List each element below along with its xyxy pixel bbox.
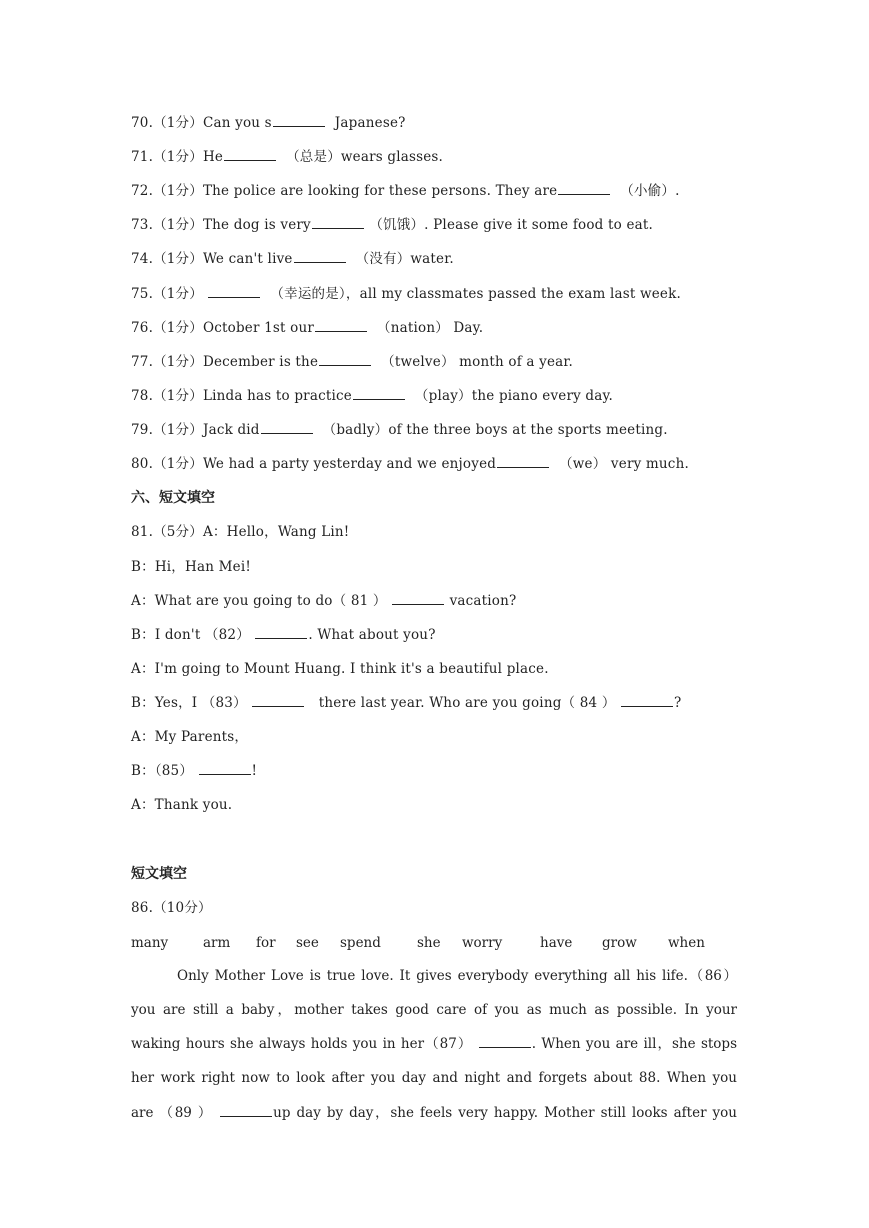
answer-blank[interactable] xyxy=(255,626,307,639)
question-70: 70.（1分）Can you s Japanese? xyxy=(131,115,406,131)
answer-blank[interactable] xyxy=(220,1104,272,1117)
dialogue-line: B：Hi，Han Mei! xyxy=(131,559,251,575)
passage-line: Only Mother Love is true love. It gives everybody everything all his life.（86） xyxy=(177,968,737,984)
word-bank-item: spend xyxy=(340,935,381,951)
answer-blank[interactable] xyxy=(479,1035,531,1048)
dialogue-line: B：（85） ! xyxy=(131,763,258,779)
dialogue-line: B：I don't （82） . What about you? xyxy=(131,627,436,643)
answer-blank[interactable] xyxy=(208,285,260,298)
dialogue-line: 81.（5分）A：Hello，Wang Lin! xyxy=(131,524,350,540)
answer-blank[interactable] xyxy=(621,694,673,707)
answer-blank[interactable] xyxy=(353,387,405,400)
word-bank-item: when xyxy=(668,935,705,951)
dialogue-line: A：Thank you. xyxy=(131,797,233,813)
passage-line: waking hours she always holds you in her（87） . When you are ill，she stops xyxy=(131,1036,737,1052)
dialogue-line: A：I'm going to Mount Huang. I think it's a beautiful place. xyxy=(131,661,549,677)
answer-blank[interactable] xyxy=(261,421,313,434)
answer-blank[interactable] xyxy=(497,455,549,468)
question-79: 79.（1分）Jack did （badly）of the three boys at the sports meeting. xyxy=(131,422,668,438)
answer-blank[interactable] xyxy=(315,319,367,332)
word-bank-item: she xyxy=(417,935,441,951)
question-72: 72.（1分）The police are looking for these persons. They are （小偷）. xyxy=(131,183,680,199)
answer-blank[interactable] xyxy=(312,216,364,229)
passage-line: her work right now to look after you day and night and forgets about 88. When you xyxy=(131,1070,737,1086)
passage-line: are （89 ） up day by day，she feels very happy. Mother still looks after you xyxy=(131,1105,737,1121)
answer-blank[interactable] xyxy=(252,694,304,707)
word-bank-item: see xyxy=(296,935,319,951)
answer-blank[interactable] xyxy=(319,353,371,366)
passage-line: you are still a baby，mother takes good care of you as much as possible. In your xyxy=(131,1002,737,1018)
word-bank-item: for xyxy=(256,935,276,951)
question-74: 74.（1分）We can't live （没有）water. xyxy=(131,251,454,267)
dialogue-line: A：My Parents， xyxy=(131,729,249,745)
section-title: 六、短文填空 xyxy=(131,490,215,506)
word-bank-item: grow xyxy=(602,935,637,951)
dialogue-line: A：What are you going to do（ 81 ） vacation? xyxy=(131,593,517,609)
question-header: 86.（10分） xyxy=(131,900,212,916)
question-80: 80.（1分）We had a party yesterday and we enjoyed （we） very much. xyxy=(131,456,689,472)
question-73: 73.（1分）The dog is very （饥饿）. Please give it some food to eat. xyxy=(131,217,654,233)
answer-blank[interactable] xyxy=(558,182,610,195)
word-bank-item: arm xyxy=(203,935,231,951)
answer-blank[interactable] xyxy=(224,148,276,161)
section-title: 短文填空 xyxy=(131,866,187,882)
dialogue-line: B：Yes，I （83） there last year. Who are you going（ 84 ） ? xyxy=(131,695,682,711)
question-75: 75.（1分） （幸运的是），all my classmates passed the exam last week. xyxy=(131,286,681,302)
word-bank-item: have xyxy=(540,935,573,951)
word-bank-item: many xyxy=(131,935,169,951)
question-78: 78.（1分）Linda has to practice （play）the piano every day. xyxy=(131,388,614,404)
word-bank-item: worry xyxy=(462,935,503,951)
answer-blank[interactable] xyxy=(199,762,251,775)
question-77: 77.（1分）December is the （twelve） month of a year. xyxy=(131,354,574,370)
answer-blank[interactable] xyxy=(294,250,346,263)
question-76: 76.（1分）October 1st our （nation） Day. xyxy=(131,320,484,336)
answer-blank[interactable] xyxy=(392,592,444,605)
question-71: 71.（1分）He （总是）wears glasses. xyxy=(131,149,444,165)
answer-blank[interactable] xyxy=(273,114,325,127)
